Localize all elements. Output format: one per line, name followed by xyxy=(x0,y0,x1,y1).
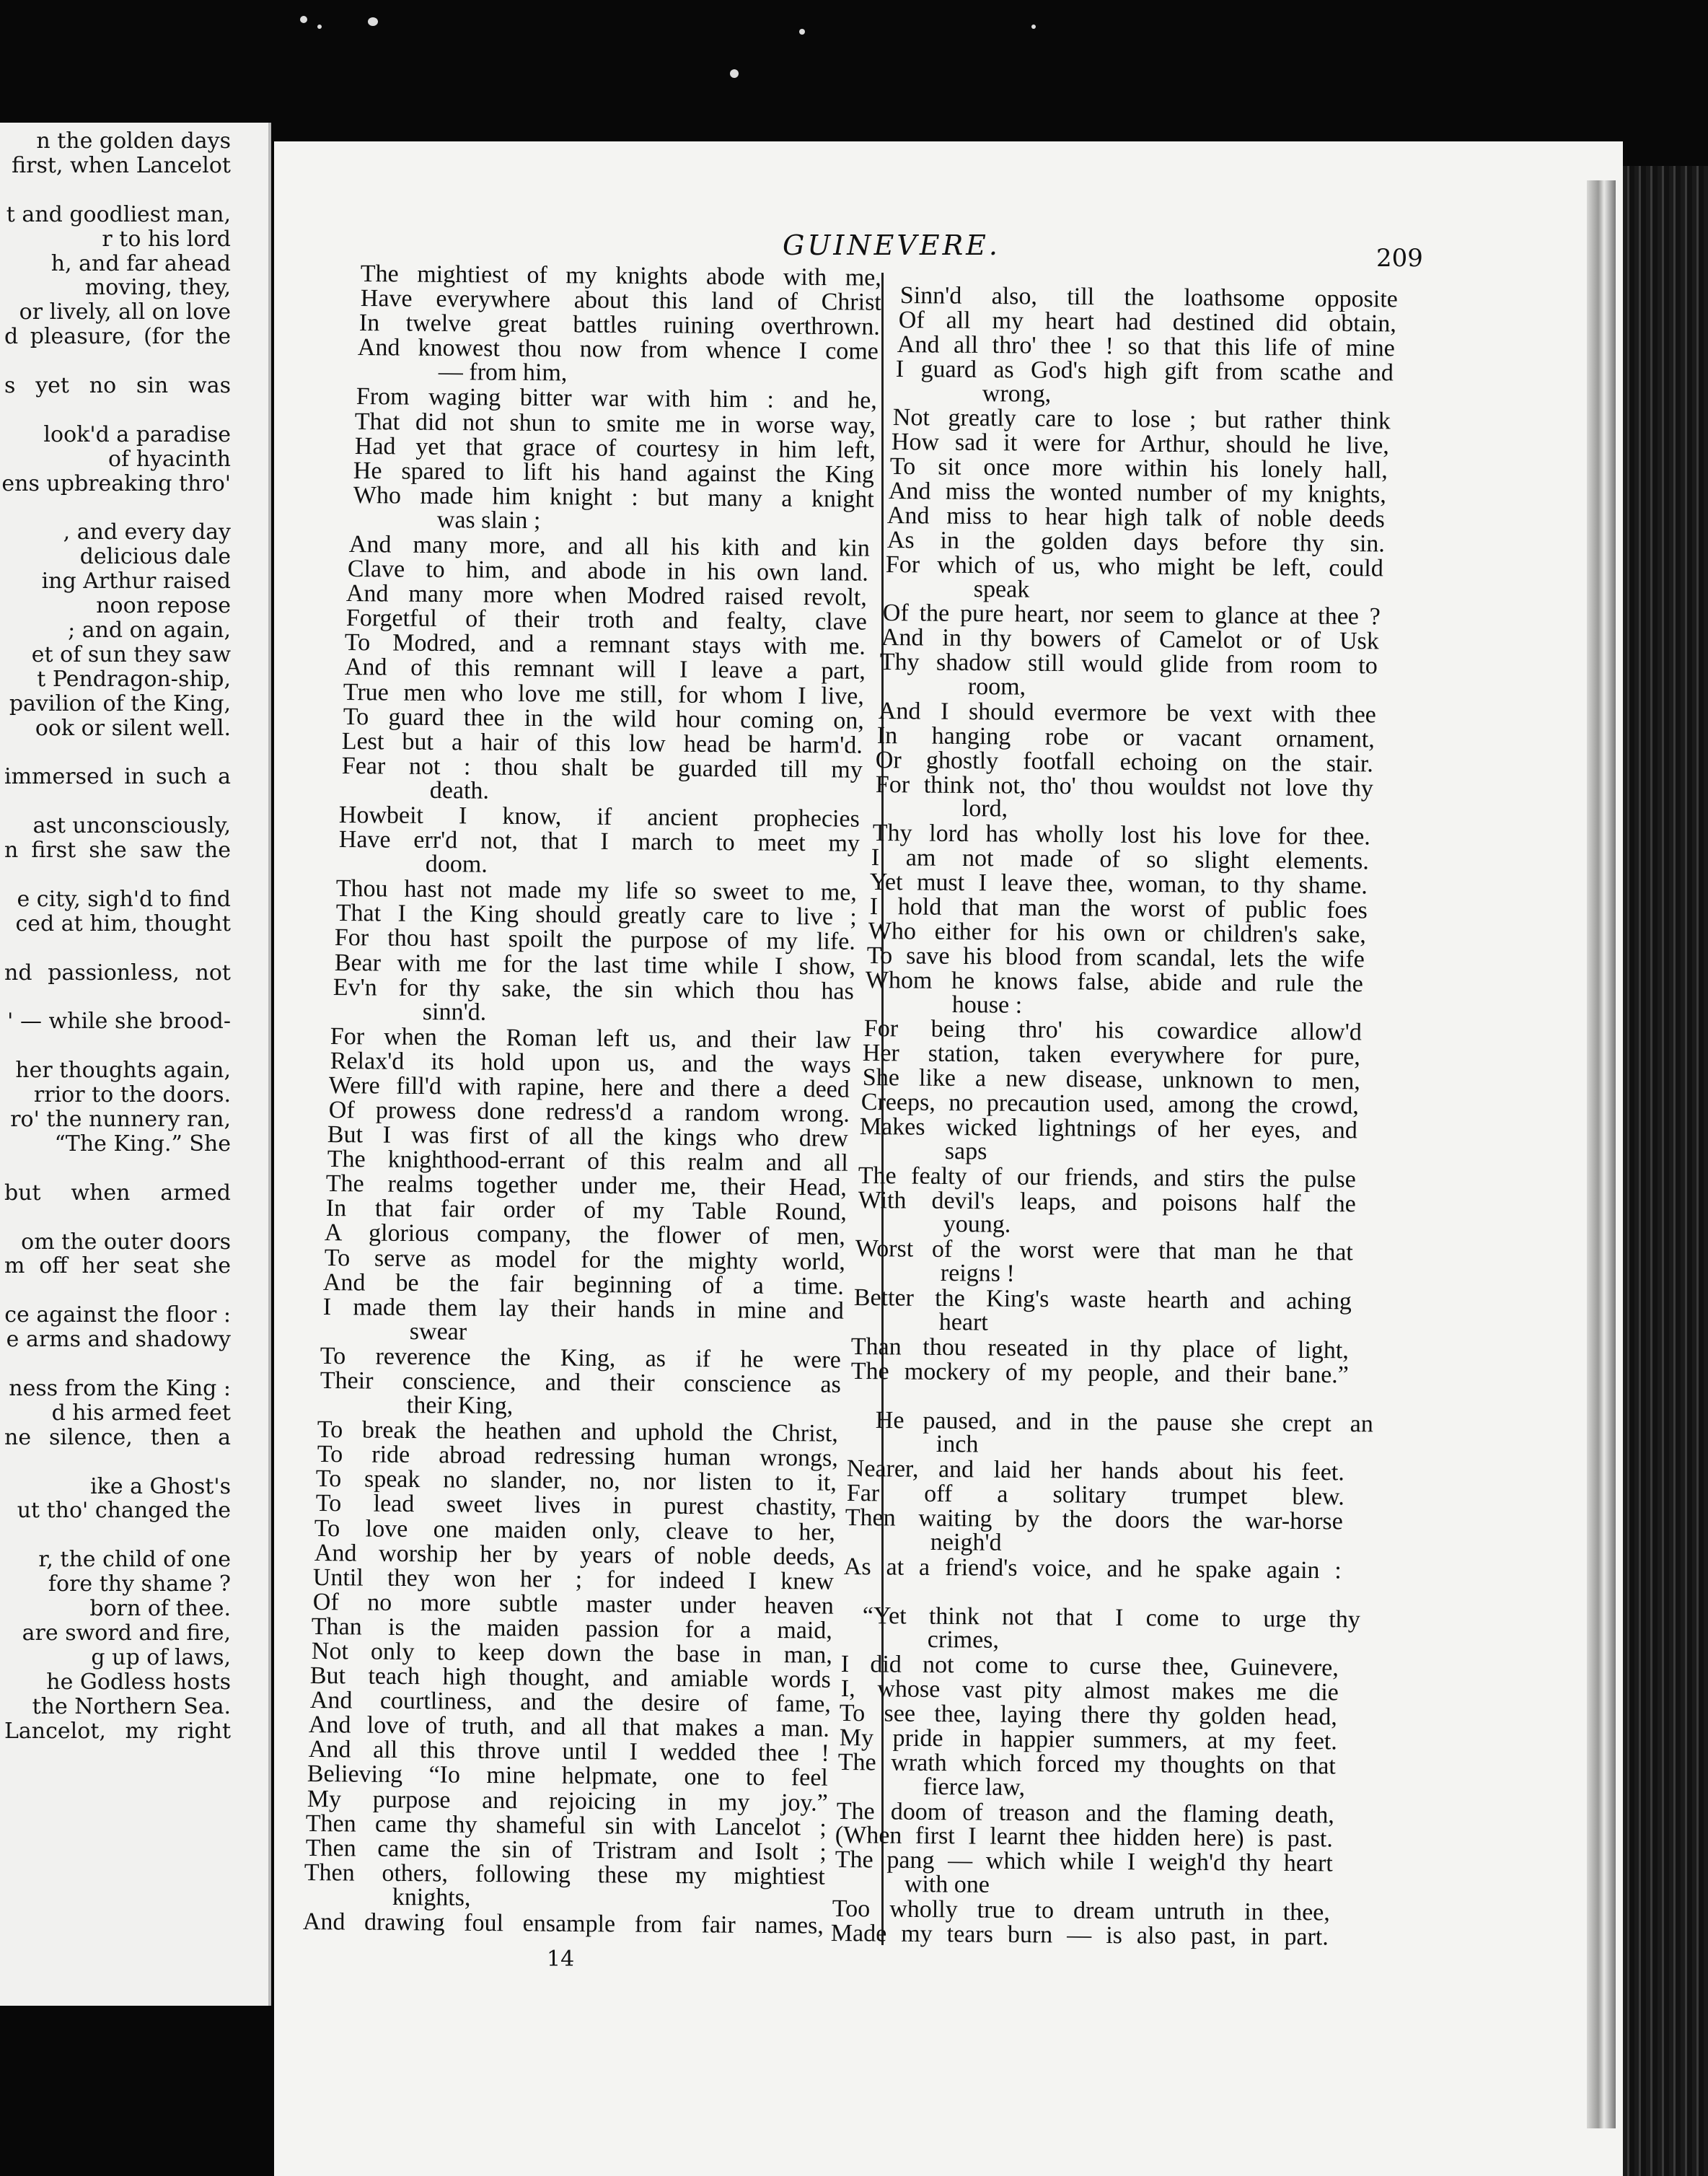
left-col-line: That did not shun to smite me in worse way, xyxy=(354,408,876,439)
right-col-line: lord, xyxy=(961,795,1008,822)
left-page-line: born of thee. xyxy=(89,1596,231,1621)
page-edge xyxy=(1587,180,1616,2128)
folio-signature: 14 xyxy=(547,1947,575,1972)
running-head: GUINEVERE. xyxy=(783,229,1000,261)
left-page-line: ook or silent well. xyxy=(35,715,231,741)
right-col-line: crimes, xyxy=(927,1626,1000,1654)
left-col-line: To speak no slander, no, nor listen to it, xyxy=(315,1465,837,1497)
left-page-line: t Pendragon-ship, xyxy=(37,666,231,692)
left-col-line: And love of truth, and all that makes a man. xyxy=(308,1711,829,1742)
left-page-line: moving, they, xyxy=(84,275,231,301)
left-page-line: of hyacinth xyxy=(108,446,231,472)
left-page xyxy=(0,123,271,2006)
left-col-line: To serve as model for the mighty world, xyxy=(324,1244,845,1276)
left-col-line: For when the Roman left us, and their law xyxy=(330,1022,851,1054)
left-page-line: ced at him, thought xyxy=(15,911,231,936)
right-col-line: fierce law, xyxy=(923,1773,1026,1801)
left-col-line: Not only to keep down the base in man, xyxy=(311,1638,832,1669)
left-col-line: And all this throve until I wedded thee ! xyxy=(308,1736,829,1768)
left-page-line: delicious dale xyxy=(79,544,231,570)
right-col-line: reigns ! xyxy=(940,1260,1015,1288)
left-col-line: True men who love me still, for whom I live, xyxy=(343,678,864,710)
left-page-line: et of sun they saw xyxy=(31,641,231,667)
left-col-line: To Modred, and a remnant stays with me. xyxy=(344,629,866,660)
right-col-line: The mockery of my people, and their bane.” xyxy=(850,1357,1349,1389)
right-col-line: wrong, xyxy=(982,380,1052,408)
left-col-line: But teach high thought, and amiable words xyxy=(309,1662,831,1693)
left-col-line: Who made him knight : but many a knight xyxy=(353,481,874,513)
dust-speck xyxy=(730,69,739,78)
left-col-line: doom. xyxy=(425,851,488,878)
left-page-line: are sword and fire, xyxy=(22,1620,231,1646)
right-col-line: with one xyxy=(904,1871,990,1899)
right-col-line: As in the golden days before thy sin. xyxy=(886,526,1385,558)
left-col-line: Have everywhere about this land of Christ xyxy=(360,285,881,316)
left-page-line: t and goodliest man, xyxy=(6,201,231,227)
right-col-line: young. xyxy=(943,1211,1011,1239)
left-col-line: For thou hast spoilt the purpose of my life. xyxy=(334,924,855,956)
left-col-line: Fear not : thou shalt be guarded till my xyxy=(341,752,863,784)
right-col-line: heart xyxy=(938,1308,988,1336)
left-page-line: the Northern Sea. xyxy=(32,1693,231,1719)
left-page-line: Lancelot, my right xyxy=(4,1718,231,1744)
left-page-line: look'd a paradise xyxy=(43,421,231,447)
right-col-line: He paused, and in the pause she crept an xyxy=(875,1406,1373,1437)
left-col-line: Had yet that grace of courtesy in him left, xyxy=(354,432,876,464)
left-col-line: Howbeit I know, if ancient prophecies xyxy=(338,801,860,833)
left-page-line: first, when Lancelot xyxy=(12,152,231,178)
left-page-line: rrior to the doors. xyxy=(33,1082,231,1108)
right-col-line: I hold that man the worst of public foes xyxy=(869,893,1368,924)
left-col-line: Have err'd not, that I march to meet my xyxy=(338,826,860,857)
right-col-line: Better the King's waste hearth and aching xyxy=(853,1284,1352,1315)
left-page-line: he Godless hosts xyxy=(46,1669,231,1695)
right-col-line: The doom of treason and the flaming death, xyxy=(836,1797,1334,1829)
right-col-line: Of the pure heart, nor seem to glance at thee ? xyxy=(882,600,1381,631)
left-page-line: ro' the nunnery ran, xyxy=(10,1107,231,1132)
right-col-line: And miss to hear high talk of noble deeds xyxy=(886,501,1385,533)
right-col-line: The wrath which forced my thoughts on that xyxy=(837,1748,1336,1780)
left-col-line: But I was first of all the kings who drew xyxy=(327,1121,848,1152)
left-col-line: Of no more subtle master under heaven xyxy=(312,1588,834,1620)
right-col-line: As at a friend's voice, and he spake again : xyxy=(843,1553,1342,1584)
right-col-line: Thy lord has wholly lost his love for thee. xyxy=(872,820,1370,851)
left-col-line: And of this remnant will I leave a part, xyxy=(344,654,866,685)
left-page-line: r, the child of one xyxy=(38,1547,231,1573)
right-col-line: And miss the wonted number of my knights, xyxy=(888,478,1386,509)
right-col-line: speak xyxy=(973,575,1030,603)
left-page-line: n first she saw the xyxy=(4,838,231,864)
left-page-line: ness from the King : xyxy=(9,1375,231,1401)
left-col-line: Forgetful of their troth and fealty, clave xyxy=(345,605,867,636)
left-page-text xyxy=(0,123,268,2006)
right-col-line: With devil's leaps, and poisons half the xyxy=(858,1186,1356,1217)
right-col-line: For which of us, who might be left, could xyxy=(885,550,1383,582)
right-col-line: To save his blood from scandal, lets the wife xyxy=(866,942,1365,973)
right-col-line: (When first I learnt thee hidden here) is past. xyxy=(835,1822,1333,1853)
right-col-line: To sit once more within his lonely hall, xyxy=(889,453,1388,484)
right-col-line: “Yet think not that I come to urge thy xyxy=(862,1602,1360,1633)
dust-speck xyxy=(1031,25,1036,29)
left-page-line: d his armed feet xyxy=(51,1400,231,1426)
right-col-line: Too wholly true to dream untruth in thee, xyxy=(832,1895,1330,1926)
dust-speck xyxy=(368,17,378,26)
left-col-line: Were fill'd with rapine, here and there a deed xyxy=(328,1071,850,1103)
left-page-line: r to his lord xyxy=(102,226,231,252)
right-col-line: saps xyxy=(944,1137,987,1165)
dust-speck xyxy=(317,25,322,29)
left-col-line: And many more when Modred raised revolt, xyxy=(345,580,867,611)
book-cover-edge xyxy=(1623,166,1708,2176)
left-page-line: nd passionless, not xyxy=(4,960,231,986)
left-col-line: Thou hast not made my life so sweet to me, xyxy=(335,875,857,906)
left-page-line: e arms and shadowy xyxy=(6,1327,231,1353)
right-col-line: I am not made of so slight elements. xyxy=(871,844,1369,875)
right-col-line: Of all my heart had destined did obtain, xyxy=(898,306,1396,338)
page-number: 209 xyxy=(1376,244,1423,273)
left-col-line: To lead sweet lives in purest chastity, xyxy=(315,1490,837,1522)
left-page-line: d pleasure, (for the xyxy=(4,324,231,350)
left-page-line: ne silence, then a xyxy=(4,1424,231,1450)
right-col-line: Sinn'd also, till the loathsome opposite xyxy=(899,282,1398,313)
right-col-line: The pang — which while I weigh'd thy heart xyxy=(835,1846,1333,1877)
right-col-line: And all thro' thee ! so that this life of mine xyxy=(897,330,1395,362)
right-col-line: Whom he knows false, abide and rule the xyxy=(865,966,1363,998)
left-col-line: He spared to lift his hand against the King xyxy=(353,457,874,488)
left-page-line: m off her seat she xyxy=(4,1253,231,1279)
left-page-line: ens upbreaking thro' xyxy=(1,470,231,496)
left-page-line: fore thy shame ? xyxy=(48,1571,231,1597)
right-col-line: Than thou reseated in thy place of light, xyxy=(850,1333,1349,1364)
right-col-line: Yet must I leave thee, woman, to thy shame. xyxy=(869,869,1368,900)
left-col-line: knights, xyxy=(392,1883,471,1911)
left-page-line: ' — while she brood- xyxy=(7,1009,231,1035)
left-col-line: And be the fair beginning of a time. xyxy=(322,1268,844,1300)
right-col-line: For being thro' his cowardice allow'd xyxy=(863,1015,1362,1046)
left-col-line: Bear with me for the last time while I show, xyxy=(334,949,855,980)
right-col-line: Far off a solitary trumpet blew. xyxy=(846,1480,1344,1511)
left-col-line: And courtliness, and the desire of fame, xyxy=(309,1687,831,1718)
left-col-line: In twelve great battles ruining overthrown. xyxy=(358,310,880,341)
right-col-line: I, whose vast pity almost makes me die xyxy=(840,1675,1339,1706)
left-col-line: Of prowess done redress'd a random wrong. xyxy=(328,1097,850,1128)
right-col-line: house : xyxy=(951,991,1023,1019)
left-col-line: Their conscience, and their conscience as xyxy=(320,1367,841,1398)
left-page-line: h, and far ahead xyxy=(50,250,231,276)
right-col-line: I guard as God's high gift from scathe and xyxy=(895,355,1394,387)
left-col-line: To break the heathen and uphold the Christ, xyxy=(317,1416,838,1447)
left-col-line: death. xyxy=(429,776,490,804)
left-col-line: And knowest thou now from whence I come xyxy=(357,334,879,365)
right-col-line: Nearer, and laid her hands about his feet. xyxy=(846,1455,1344,1486)
left-col-line: swear xyxy=(409,1317,467,1346)
dust-speck xyxy=(300,16,307,23)
left-col-line: Ev'n for thy sake, the sin which thou has xyxy=(333,973,854,1005)
left-col-line: And drawing foul ensample from fair names, xyxy=(302,1908,824,1939)
right-col-line: And in thy bowers of Camelot or of Usk xyxy=(881,624,1379,655)
right-col-line: I did not come to curse thee, Guinevere, xyxy=(840,1651,1339,1682)
left-col-line: My purpose and rejoicing in my joy.” xyxy=(307,1785,828,1817)
left-col-line: Believing “Io mine helpmate, one to feel xyxy=(307,1760,828,1792)
left-col-line: their King, xyxy=(406,1392,514,1420)
right-col-line: To see thee, laying there thy golden head, xyxy=(839,1700,1337,1731)
left-page-line: s yet no sin was xyxy=(4,373,231,398)
right-col-line: Creeps, no precaution used, among the crowd, xyxy=(860,1089,1359,1120)
left-col-line: Until they won her ; for indeed I knew xyxy=(312,1563,834,1595)
left-col-line: Lest but a hair of this low head be harm'd. xyxy=(341,727,863,759)
left-col-line: To love one maiden only, cleave to her, xyxy=(314,1514,835,1546)
left-col-line: Clave to him, and abode in his own land. xyxy=(347,556,868,587)
right-col-line: My pride in happier summers, at my feet. xyxy=(839,1724,1337,1755)
right-col-line: Makes wicked lightnings of her eyes, and xyxy=(859,1113,1357,1144)
left-col-line: The realms together under me, their Head, xyxy=(325,1170,847,1201)
left-page-line: ut tho' changed the xyxy=(17,1498,231,1524)
right-col-line: How sad it were for Arthur, should he live, xyxy=(891,429,1389,460)
right-col-line: In hanging robe or vacant ornament, xyxy=(876,721,1375,753)
right-col-line: Thy shadow still would glide from room to xyxy=(879,649,1378,680)
left-page-line: pavilion of the King, xyxy=(9,690,231,716)
dust-speck xyxy=(799,29,805,35)
left-page-line: , and every day xyxy=(63,519,231,545)
right-col-line: Worst of the worst were that man he that xyxy=(855,1235,1353,1266)
left-page-line: ce against the floor : xyxy=(4,1302,231,1328)
right-col-line: Or ghostly footfall echoing on the stair. xyxy=(875,746,1373,778)
left-col-line: was slain ; xyxy=(436,506,541,535)
right-col-line: Who either for his own or children's sake, xyxy=(868,917,1366,949)
left-col-line: The knighthood-errant of this realm and all xyxy=(327,1146,848,1177)
right-col-line: room, xyxy=(967,673,1026,701)
left-col-line: A glorious company, the flower of men, xyxy=(324,1219,845,1251)
left-page-line: ing Arthur raised xyxy=(41,569,231,595)
left-page-line: e city, sigh'd to find xyxy=(17,886,231,912)
left-col-line: To ride abroad redressing human wrongs, xyxy=(317,1441,838,1472)
right-col-line: She like a new disease, unknown to men, xyxy=(862,1064,1360,1095)
right-col-line: And I should evermore be vext with thee xyxy=(878,697,1376,729)
left-col-line: In that fair order of my Table Round, xyxy=(325,1195,847,1227)
left-page-line: n the golden days xyxy=(36,128,231,154)
right-col-line: Her station, taken everywhere for pure, xyxy=(862,1040,1360,1071)
left-col-line: From waging bitter war with him : and he, xyxy=(356,383,877,415)
left-page-line: ast unconsciously, xyxy=(32,813,231,839)
left-col-line: And many more, and all his kith and kin xyxy=(348,530,870,562)
right-col-line: inch xyxy=(936,1431,979,1458)
left-page-line: her thoughts again, xyxy=(15,1058,231,1084)
left-col-line: Then came the sin of Tristram and Isolt ; xyxy=(305,1834,827,1866)
right-col-line: Made my tears burn — is also past, in part. xyxy=(830,1920,1329,1951)
left-col-line: That I the King should greatly care to live ; xyxy=(335,900,857,931)
right-col-line: For think not, tho' thou wouldst not love thy xyxy=(875,771,1373,802)
left-col-line: sinn'd. xyxy=(422,998,487,1026)
left-page-line: but when armed xyxy=(4,1180,231,1206)
right-col-line: neigh'd xyxy=(930,1528,1002,1556)
left-col-line: — from him, xyxy=(438,359,568,387)
left-col-line: To guard thee in the wild hour coming on, xyxy=(343,703,864,734)
left-page-line: om the outer doors xyxy=(21,1229,231,1255)
right-col-line: Then waiting by the doors the war-horse xyxy=(845,1504,1343,1535)
left-col-line: Than is the maiden passion for a maid, xyxy=(311,1613,832,1644)
left-col-line: Then came thy shameful sin with Lancelot ; xyxy=(305,1809,827,1841)
right-col-line: Not greatly care to lose ; but rather think xyxy=(892,404,1391,435)
left-page-line: g up of laws, xyxy=(91,1644,231,1670)
left-col-line: I made them lay their hands in mine and xyxy=(322,1293,844,1325)
left-page-line: immersed in such a xyxy=(4,764,231,790)
left-col-line: The mightiest of my knights abode with me, xyxy=(360,260,881,291)
left-col-line: To reverence the King, as if he were xyxy=(320,1342,841,1374)
left-col-line: Relax'd its hold upon us, and the ways xyxy=(330,1047,851,1079)
left-col-line: Then others, following these my mightiest xyxy=(304,1859,825,1890)
left-page-line: noon repose xyxy=(96,593,231,619)
left-page-line: “The King.” She xyxy=(54,1131,231,1157)
right-col-line: The fealty of our friends, and stirs the pulse xyxy=(858,1162,1356,1193)
left-page-line: ; and on again, xyxy=(68,618,231,643)
left-page-line: or lively, all on love xyxy=(19,299,231,325)
left-col-line: And worship her by years of noble deeds, xyxy=(314,1539,835,1571)
left-page-line: ike a Ghost's xyxy=(90,1473,231,1499)
